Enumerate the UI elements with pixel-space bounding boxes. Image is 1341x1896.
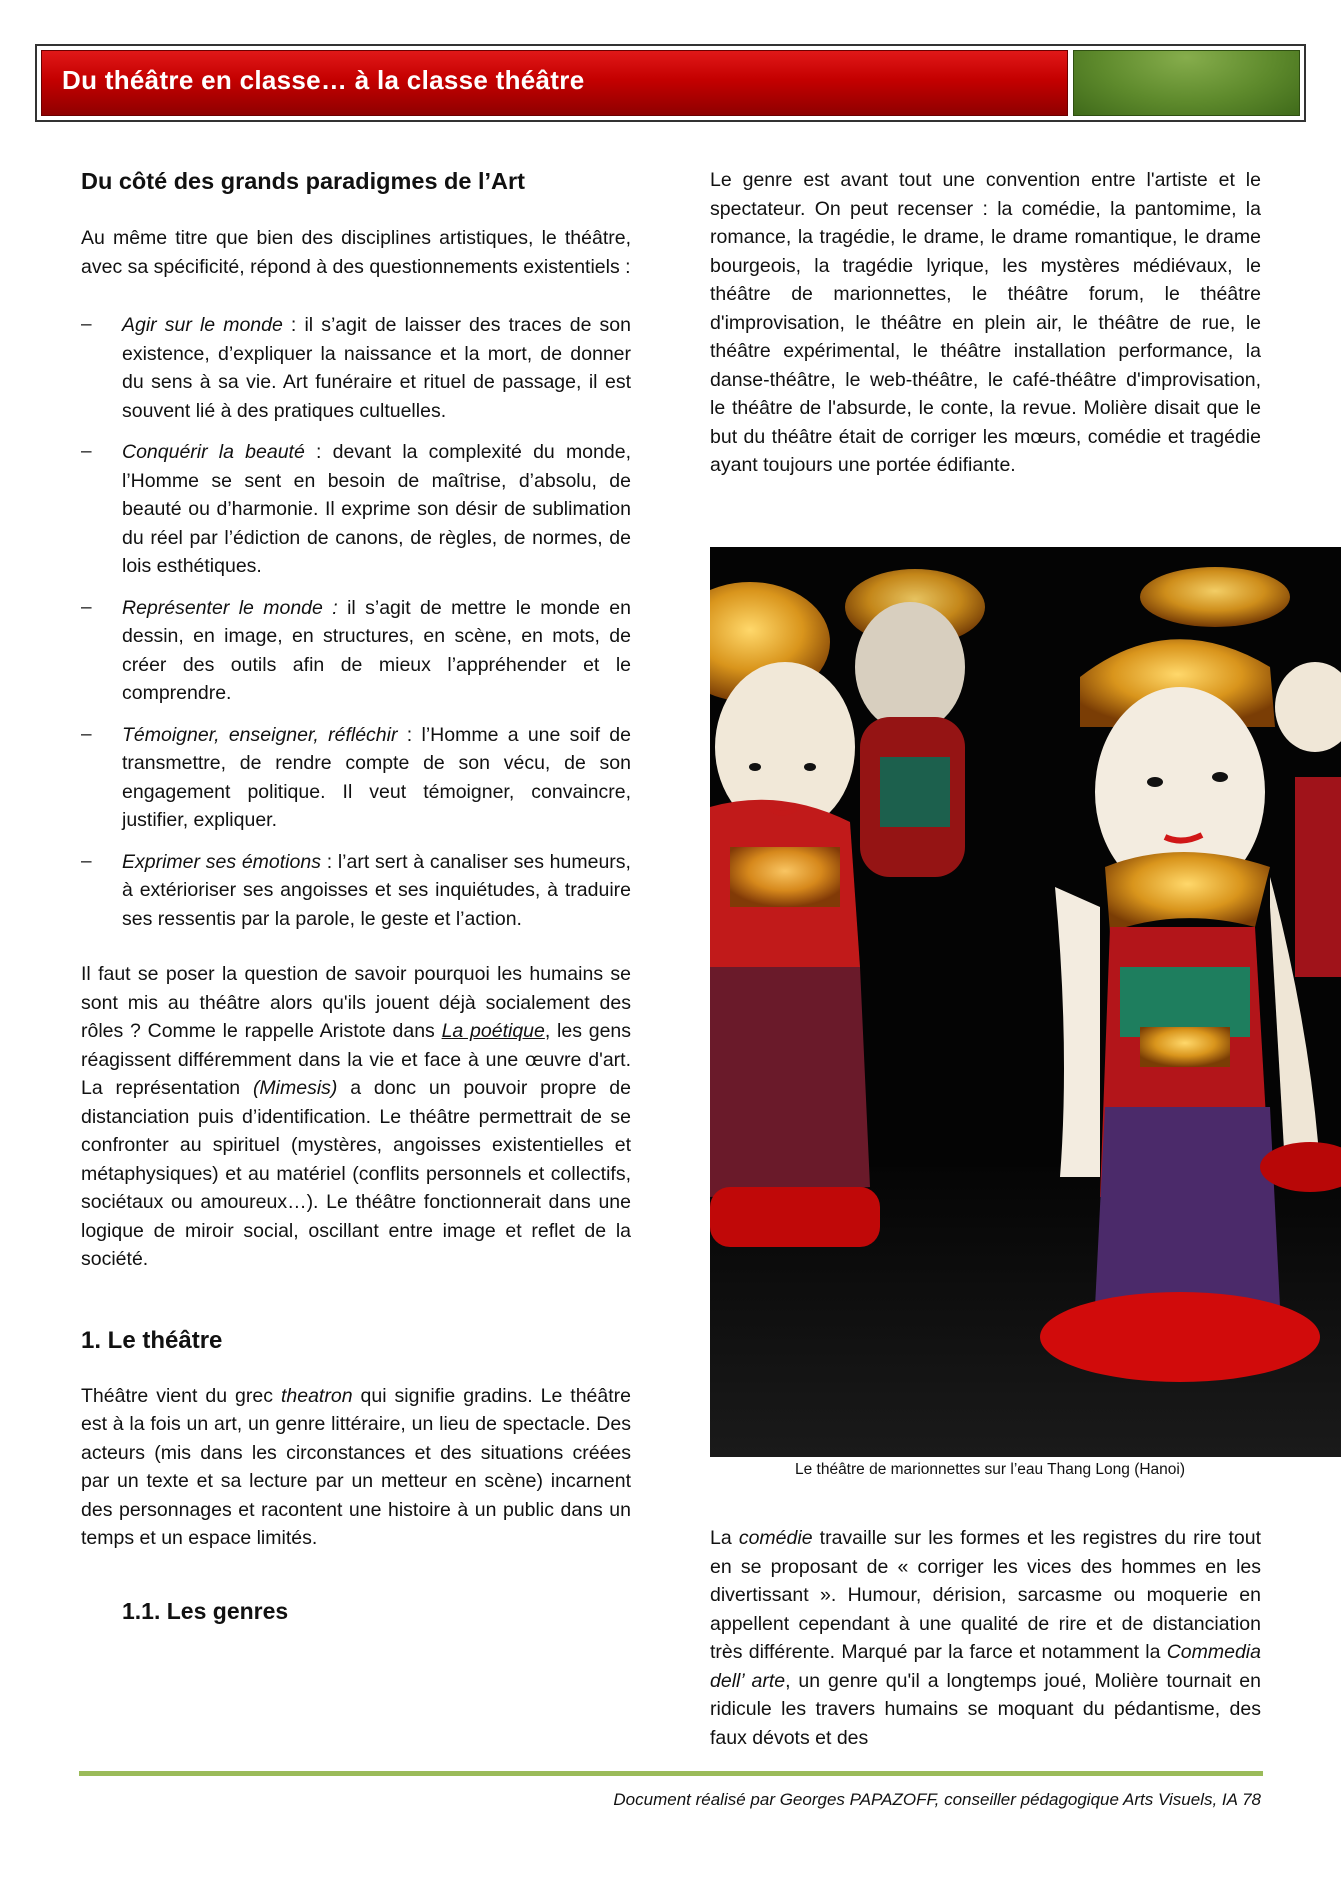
- item-text: : il s’agit de laisser des traces de son existence, d’expliquer la naissance et la mort, de donner du sens à sa vie. Art funéraire et rituel de passage, il est souvent lié à des pratiques cultuelles.: [122, 314, 631, 422]
- dash-bullet: –: [81, 441, 92, 462]
- genres-paragraph: Le genre est avant tout une convention entre l'artiste et le spectateur. On peut recenser : la comédie, la pantomime, la romance, la tragédie, le drame, le drame romantique, le drame bourgeois, la tragédie lyrique, les mystères médiévaux, le théâtre de marionnettes, le théâtre forum, le théâtre d'improvisation, le théâtre en plein air, le théâtre de rue, le théâtre expérimental, le théâtre installation performance, la danse-théâtre, le web-théâtre, le café-théâtre d'improvisation, le théâtre de l'absurde, le conte, la revue. Molière disait que le but du théâtre était de corriger les mœurs, comédie et tragédie ayant toujours une portée édifiante.: [710, 169, 1261, 476]
- theatron-term: theatron: [280, 1384, 353, 1407]
- item-term: Exprimer ses émotions: [122, 850, 321, 873]
- left-column: [81, 164, 631, 1627]
- list-item: [81, 848, 631, 934]
- list-item: [81, 594, 631, 708]
- photo-caption: Le théâtre de marionnettes sur l’eau Thang Long (Hanoi): [794, 1461, 1186, 1478]
- section-heading-paradigmes: Du côté des grands paradigmes de l’Art: [81, 168, 525, 194]
- right-column: [710, 164, 1261, 480]
- item-term: Conquérir la beauté: [122, 441, 305, 463]
- dash-bullet: –: [81, 596, 92, 618]
- document-header: [35, 44, 1306, 122]
- list-item: [81, 311, 631, 425]
- text-run: Il faut se poser la question de savoir pourquoi les humains se sont mis au théâtre alors qu'ils jouent déjà socialement des rôles ? Comme le rappelle Aristote dans: [81, 963, 631, 1042]
- text-run: qui signifie gradins. Le théâtre est à la fois un art, un genre littéraire, un lieu de spectacle. Des acteurs (mis dans les circonstances et des situations créées par un texte et sa lecture par un metteur en scène) incarnent des personnages et racontent une histoire à un public dans un temps et un espace limités.: [81, 1384, 631, 1549]
- right-column-bottom: [710, 1524, 1261, 1752]
- water-puppets-illustration: [710, 547, 1341, 1457]
- text-run: La: [710, 1527, 739, 1549]
- intro-paragraph: Au même titre que bien des disciplines artistiques, le théâtre, avec sa spécificité, répond à des questionnements existentiels :: [81, 227, 631, 278]
- text-run: a donc un pouvoir propre de distanciation puis d’identification. Le théâtre permettrait de se confronter au spirituel (mystères, angoisses existentielles et métaphysiques) et au matériel (conflits personnels et collectifs, sociétaux ou amoureux…). Le théâtre fonctionnerait dans une logique de miroir social, oscillant entre image et reflet de la société.: [81, 1077, 631, 1270]
- comedie-term: comédie: [738, 1527, 813, 1549]
- item-text: : devant la complexité du monde, l’Homme se sent en besoin de maîtrise, d’absolu, de beauté ou d’harmonie. Il exprime son désir de sublimation du réel par l’édiction de canons, de règles, de normes, de lois esthétiques.: [122, 441, 631, 577]
- list-item: [81, 438, 631, 581]
- paradigm-list: [81, 311, 631, 933]
- book-title-la-poetique: La poétique: [441, 1020, 545, 1042]
- dash-bullet: –: [81, 314, 92, 335]
- comedie-paragraph: [710, 1524, 1261, 1752]
- item-term: Représenter le monde :: [122, 596, 338, 619]
- subsection-heading-les-genres: 1.1. Les genres: [122, 1597, 289, 1624]
- footer-divider: [79, 1771, 1263, 1776]
- item-term: Témoigner, enseigner, réfléchir: [122, 723, 398, 746]
- item-text: : l’Homme a une soif de transmettre, de rendre compte de son vécu, de son engagement politique. Il veut témoigner, convaincre, justifier, expliquer.: [122, 723, 631, 831]
- dash-bullet: –: [81, 850, 92, 872]
- aristote-paragraph: [81, 960, 631, 1274]
- text-run: , un genre qu'il a longtemps joué, Molière tournait en ridicule les travers humains se moquant du pédantisme, des faux dévots et des: [710, 1669, 1261, 1749]
- footer-credit: Document réalisé par Georges PAPAZOFF, conseiller pédagogique Arts Visuels, IA 78: [613, 1790, 1261, 1809]
- item-text: : l’art sert à canaliser ses humeurs, à extérioriser ses angoisses et ses inquiétudes, à traduire ses ressentis par la parole, le geste et l’action.: [122, 850, 631, 930]
- dash-bullet: –: [81, 723, 92, 745]
- text-run: travaille sur les formes et les registres du rire tout en se proposant de « corriger les vices des hommes en les divertissant ». Humour, dérision, sarcasme ou moquerie en appellent cependant à une qualité de rire et de distanciation très différente. Marqué par la farce et notamment la: [710, 1527, 1262, 1663]
- item-text: il s’agit de mettre le monde en dessin, en image, en structures, en scène, en mots, de créer des outils afin de mieux l’appréhender et le comprendre.: [122, 596, 632, 704]
- header-title-bar: [41, 50, 1068, 116]
- document-title: Du théâtre en classe… à la classe théâtre: [62, 65, 585, 95]
- item-term: Agir sur le monde: [122, 314, 283, 336]
- text-run: , les gens réagissent différemment dans la vie et face à une œuvre d'art. La représentation: [81, 1020, 632, 1099]
- text-run: Théâtre vient du grec: [81, 1384, 281, 1407]
- mimesis-term: (Mimesis): [252, 1077, 338, 1099]
- header-accent-block: [1073, 50, 1300, 116]
- commedia-term: Commedia dell’ arte: [710, 1641, 1261, 1692]
- section-heading-le-theatre: 1. Le théâtre: [81, 1326, 223, 1354]
- theatre-definition-paragraph: [81, 1382, 631, 1553]
- water-puppets-photo: [710, 547, 1341, 1457]
- list-item: [81, 721, 631, 835]
